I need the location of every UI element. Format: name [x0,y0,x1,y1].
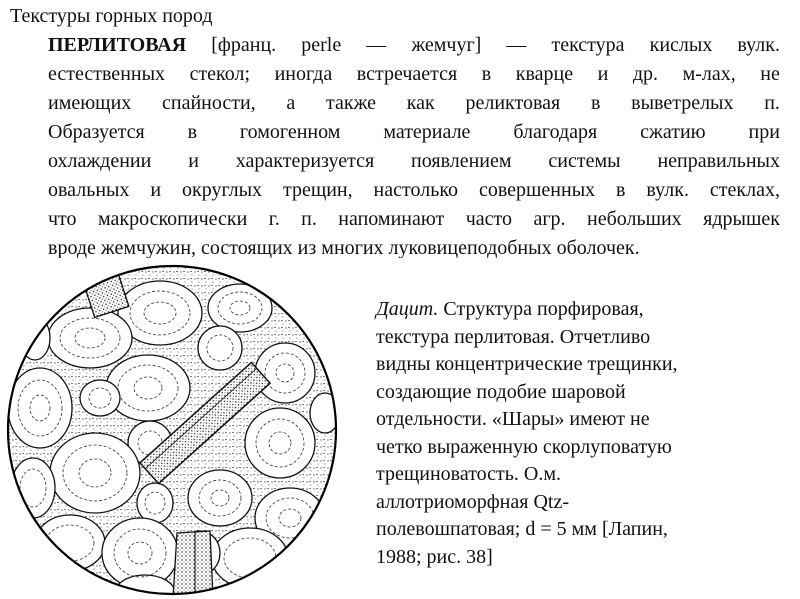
definition-word: настолько [373,179,459,201]
definition-word: ядрышек [703,208,780,230]
definition-term: ПЕРЛИТОВАЯ [48,34,187,56]
definition-word: кислых [649,34,713,56]
definition-line [48,60,780,89]
definition-word: также [326,92,377,114]
definition-word: кварце [515,63,574,85]
definition-word: агр. [533,208,566,230]
definition-word: гомогенном [239,121,341,143]
definition-word: как [406,92,435,114]
definition-word: совершенных [478,179,596,201]
definition-word: и [597,63,609,85]
definition-word: при [748,121,780,143]
definition-word: perle [301,34,342,56]
definition-word: п. [764,92,780,114]
definition-word: и [188,150,199,172]
definition-word: имеющих [48,92,132,114]
caption-line: трещиноватость. О.м. [376,463,562,485]
definition-word: текстура [551,34,625,56]
definition-word: в [616,179,626,201]
definition-word: а [286,92,296,114]
definition-paragraph [48,31,780,258]
definition-word: макроскопически [97,208,248,230]
definition-word: спайности, [162,92,256,114]
definition-word: в [187,121,198,143]
caption-line: видны концентрические трещинки, [376,353,678,375]
definition-word: характеризуется [235,150,375,172]
definition-word: г. [268,208,280,230]
slide-title: Текстуры горных пород [10,5,213,27]
definition-line [48,176,780,205]
definition-word: часто [465,208,513,230]
definition-word: системы [548,150,621,172]
caption-line: Дацит. Структура порфировая, [376,298,644,320]
definition-line [48,118,780,147]
definition-word: благодаря [513,121,598,143]
definition-word: материале [383,121,471,143]
thin-section-figure [5,263,340,598]
definition-line [48,31,780,60]
definition-word: выветрелых [631,92,734,114]
definition-word: встречается [356,63,458,85]
definition-word: реликтовая [465,92,561,114]
definition-word: — [506,34,527,56]
definition-word: в [481,63,492,85]
caption-line: аллотриоморфная Qtz- [376,490,569,513]
caption-line: 1988; рис. 38] [376,545,493,568]
definition-word: естественных [48,63,166,85]
definition-word: небольших [586,208,682,230]
definition-word: овальных [48,179,130,201]
definition-word: стеклах, [709,179,780,201]
definition-word: напоминают [338,208,445,230]
caption-line: четко выраженную скорлуповатую [376,435,672,458]
definition-word: вулк. [737,34,780,56]
definition-word: жемчуг] [411,34,482,56]
definition-line [48,205,780,234]
definition-word: трещин, [282,179,353,201]
definition-line [48,89,780,118]
definition-word: др. [632,63,659,85]
definition-word: сжатию [640,121,706,143]
definition-line [48,234,780,258]
rock-name: Дацит. [376,298,439,320]
definition-word: вроде жемчужин, состоящих из многих луковицеподобных оболочек. [48,237,640,258]
definition-word: в [590,92,601,114]
definition-word: что [48,208,77,230]
definition-word: стекол; [189,63,251,85]
definition-word: не [760,63,780,85]
caption-line: отдельности. «Шары» имеют не [376,408,650,430]
definition-word: появлением [411,150,512,172]
figure-caption [376,296,776,571]
definition-word: иногда [274,63,333,85]
definition-word: вулк. [646,179,689,201]
definition-word: [франц. [211,34,277,56]
caption-line: полевошпатовая; d = 5 мм [Лапин, [376,518,668,540]
definition-word: и [150,179,162,201]
definition-word: округлых [182,179,263,201]
caption-line: создающие подобие шаровой [376,380,626,403]
definition-word: п. [301,208,317,230]
definition-word: м-лах, [682,63,736,85]
definition-word: Образуется [48,121,145,143]
definition-word: неправильных [657,150,780,172]
caption-line: текстура перлитовая. Отчетливо [376,325,651,348]
definition-word: охлаждении [48,150,152,172]
definition-line [48,147,780,176]
definition-word: — [366,34,387,56]
